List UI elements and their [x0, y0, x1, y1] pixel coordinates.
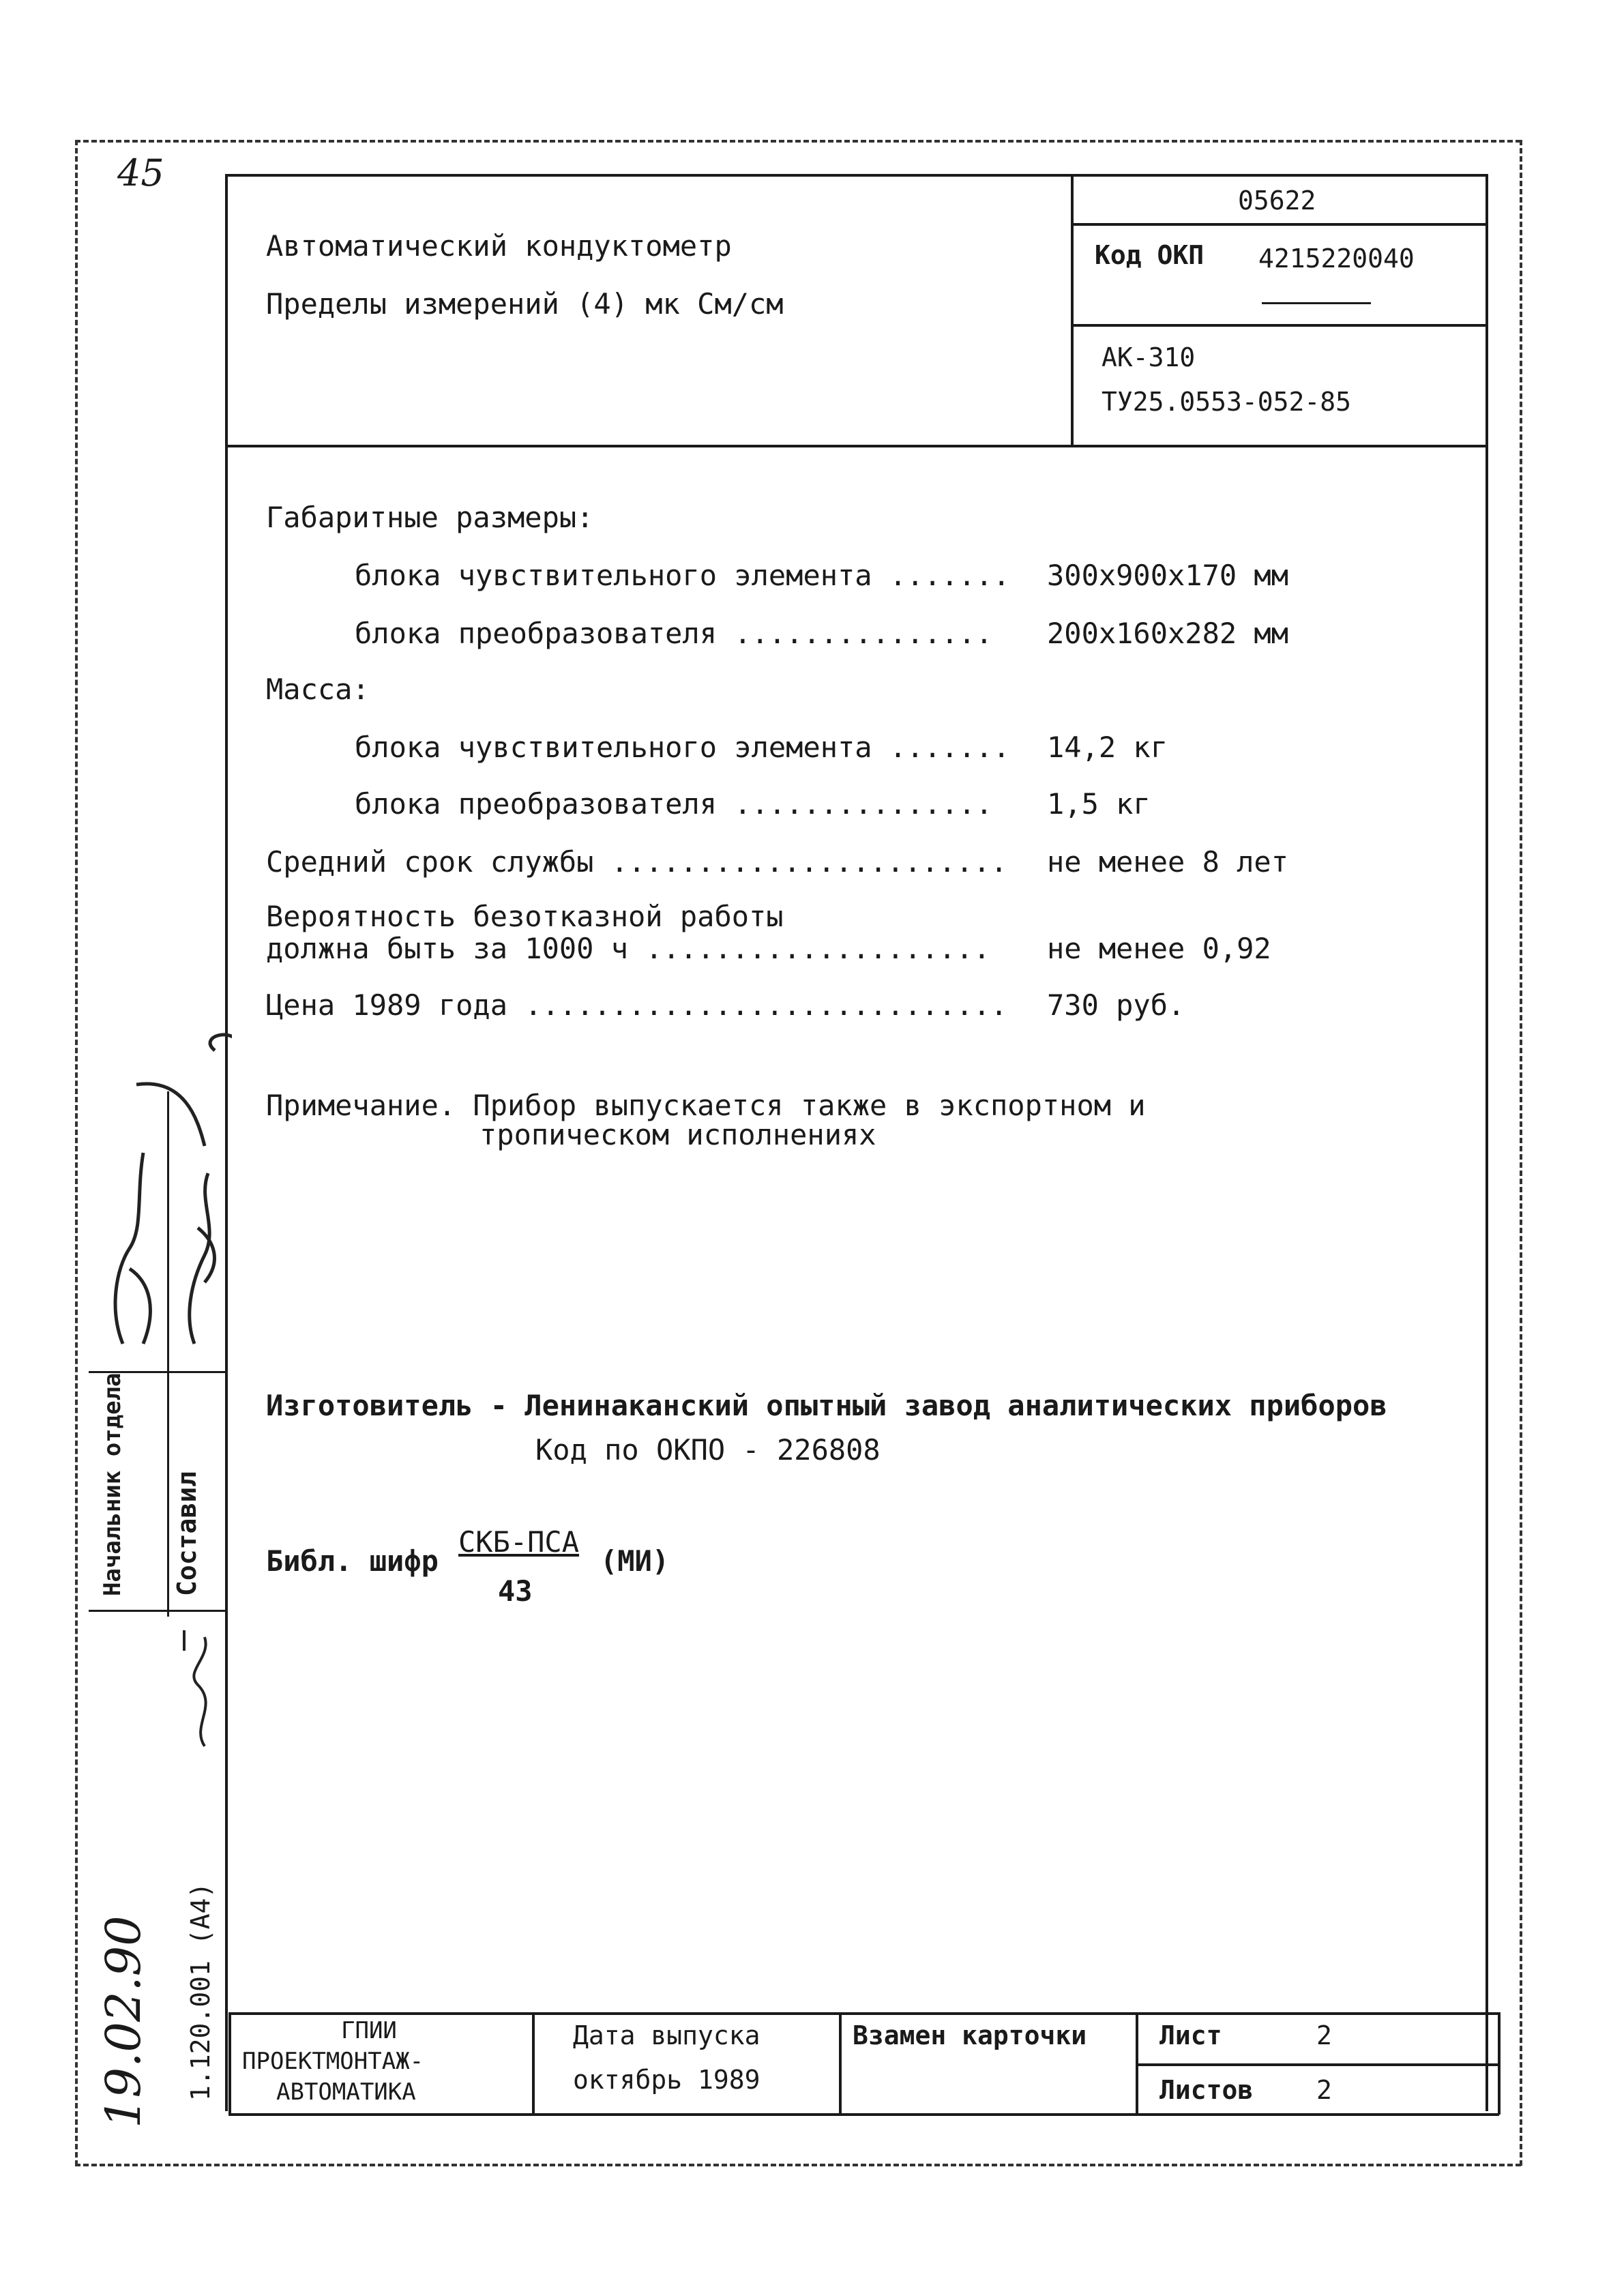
- head-of-department-label: Начальник отдела: [99, 1372, 126, 1596]
- mass-sensor-value: 14,2 кг: [1047, 731, 1168, 764]
- sheets-label: Листов: [1159, 2075, 1254, 2105]
- frame-bottom: [75, 2164, 1521, 2166]
- okp-label: Код ОКП: [1095, 240, 1204, 270]
- sheet-value: 2: [1316, 2020, 1332, 2050]
- manufacturer-line-1: Изготовитель - Ленинаканский опытный завод аналитических приборов: [266, 1389, 1387, 1422]
- mass-converter-row: [266, 787, 1357, 831]
- dim-converter-label: блока преобразователя ...............: [355, 617, 993, 650]
- reliability-value: не менее 0,92: [1047, 932, 1271, 965]
- reliability-line-1: Вероятность безотказной работы: [266, 900, 784, 933]
- mass-heading: Масса:: [266, 673, 370, 706]
- measurement-range: Пределы измерений (4) мк См/см: [266, 287, 784, 321]
- header-row-line-1: [1071, 223, 1488, 226]
- mass-sensor-label: блока чувствительного элемента .......: [355, 731, 1010, 764]
- footer-right-border: [1498, 2012, 1501, 2115]
- footer-top-border: [228, 2012, 1499, 2015]
- header-bottom-border: [225, 445, 1488, 447]
- service-life-label: Средний срок службы .......................: [266, 845, 1008, 879]
- library-denominator: 43: [498, 1574, 533, 1608]
- compiled-by-label: Составил: [172, 1471, 202, 1596]
- org-line-3: АВТОМАТИКА: [276, 2078, 416, 2106]
- footer-col-2: [839, 2012, 842, 2115]
- dim-sensor-label: блока чувствительного элемента .......: [355, 559, 1010, 592]
- doc-number: 05622: [1238, 186, 1316, 216]
- footer-sheet-divider: [1136, 2063, 1498, 2066]
- header-divider: [1071, 174, 1074, 447]
- mass-converter-label: блока преобразователя ...............: [355, 787, 993, 821]
- service-life-value: не менее 8 лет: [1047, 845, 1289, 879]
- card-right-border: [1486, 174, 1488, 2111]
- device-title: Автоматический кондуктометр: [266, 229, 732, 263]
- form-code: 1.120.001 (А4): [186, 1882, 216, 2101]
- library-suffix: (МИ): [600, 1544, 670, 1578]
- library-label: Библ. шифр: [266, 1544, 439, 1578]
- header-row-line-2: [1071, 324, 1488, 327]
- footer-col-1: [532, 2012, 535, 2115]
- dimensions-heading: Габаритные размеры:: [266, 501, 594, 534]
- footer-left-border: [228, 2012, 231, 2115]
- price-label: Цена 1989 года ............................: [266, 988, 1008, 1022]
- dim-converter-value: 200x160x282 мм: [1047, 617, 1289, 650]
- note-line-2: тропическом исполнениях: [479, 1118, 876, 1151]
- frame-right: [1520, 140, 1522, 2166]
- price-value: 730 руб.: [1047, 988, 1185, 1022]
- okp-underline: [1262, 302, 1371, 304]
- strip-line-2: [89, 1610, 226, 1612]
- corner-note: 45: [117, 151, 164, 194]
- model-code: АК-310: [1102, 342, 1196, 372]
- okpo-code: Код по ОКПО - 226808: [535, 1433, 881, 1467]
- org-line-1: ГПИИ: [341, 2017, 397, 2044]
- dim-sensor-value: 300x900x170 мм: [1047, 559, 1289, 592]
- handwritten-date: 19.02.90: [95, 1915, 151, 2128]
- frame-left: [75, 140, 78, 2166]
- release-date-label: Дата выпуска: [573, 2020, 760, 2050]
- dim-converter-row: [266, 619, 1357, 660]
- small-signature: [177, 1623, 232, 1760]
- sheet-label: Лист: [1159, 2020, 1222, 2050]
- tu-code: ТУ25.0553-052-85: [1102, 387, 1352, 417]
- frame-top: [75, 140, 1521, 143]
- mass-sensor-row: [266, 733, 1357, 774]
- note-line-1: Примечание. Прибор выпускается также в экспортном и: [266, 1089, 1146, 1122]
- dim-sensor-row: [266, 561, 1357, 602]
- library-numerator: СКБ-ПСА: [458, 1525, 580, 1559]
- price-row: [266, 988, 1357, 1032]
- footer-bottom-border: [228, 2113, 1499, 2116]
- org-line-2: ПРОЕКТМОНТАЖ-: [242, 2048, 424, 2075]
- mass-converter-value: 1,5 кг: [1047, 787, 1151, 821]
- handwritten-signatures: [95, 1023, 232, 1364]
- okp-code: 4215220040: [1258, 244, 1415, 274]
- card-top-border: [225, 174, 1488, 177]
- reliability-row: [266, 934, 1357, 975]
- replaces-card-label: Взамен карточки: [853, 2020, 1087, 2050]
- service-life-row: [266, 845, 1357, 889]
- release-date-value: октябрь 1989: [573, 2065, 760, 2095]
- sheets-value: 2: [1316, 2075, 1332, 2105]
- reliability-line-2: должна быть за 1000 ч ....................: [266, 932, 991, 965]
